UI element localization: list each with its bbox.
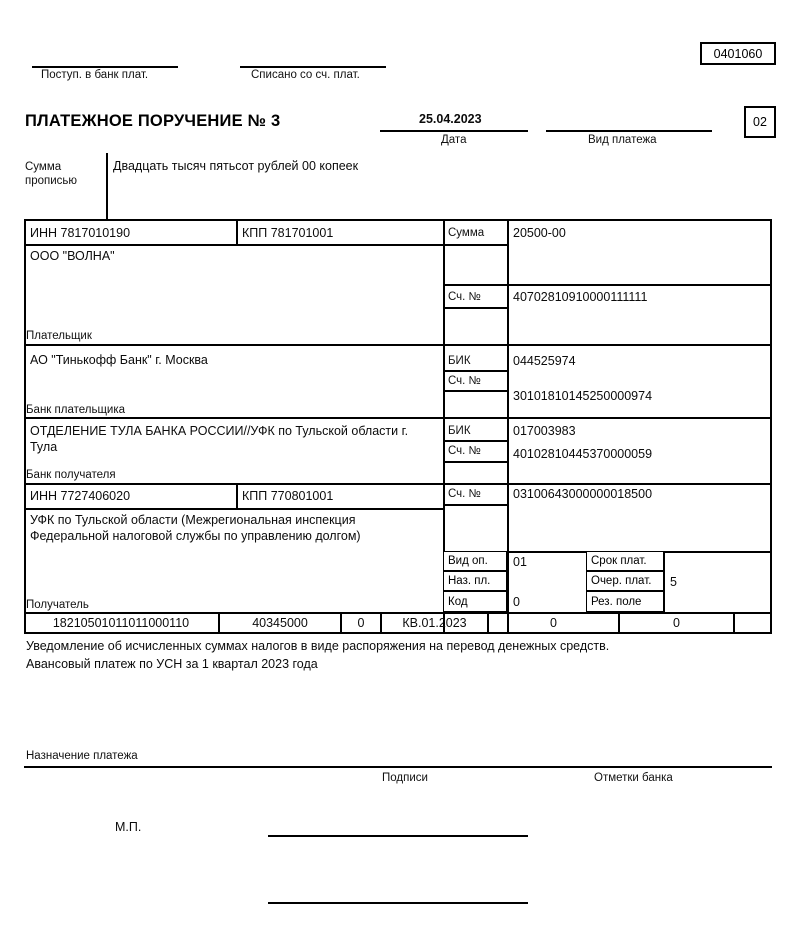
payer-amount-label-bottom <box>443 244 509 246</box>
bank-marks-label: Отметки банка <box>594 772 673 784</box>
budget-kbk-value: 18210501011011000110 <box>52 615 190 630</box>
page-title: ПЛАТЕЖНОЕ ПОРУЧЕНИЕ № 3 <box>25 112 281 130</box>
payer-account-label: Сч. № <box>448 291 481 303</box>
budget-payment-type-value <box>735 614 772 632</box>
form-code-value: 0401060 <box>713 46 763 61</box>
amount-words-value: Двадцать тысяч пятьсот рублей 00 копеек <box>113 159 359 173</box>
budget-doc-date-value: 0 <box>673 615 680 630</box>
signature-line-2 <box>268 902 528 904</box>
stamp-label: М.П. <box>115 820 142 834</box>
payer-amount-value: 20500-00 <box>513 226 566 240</box>
payer-bank-bik-label-bottom <box>443 370 509 372</box>
payee-label: Получатель <box>26 599 89 611</box>
date-underline <box>380 130 528 132</box>
budget-row-bottom <box>24 632 772 634</box>
payee-name-line2: Федеральной налоговой службы по управлению долгом) <box>30 529 361 543</box>
srok-plat-label: Срок плат. <box>591 555 647 567</box>
budget-osnovanie-value: 0 <box>357 615 365 630</box>
payer-inn-kpp-divider <box>236 219 238 245</box>
rez-pole-label-cell <box>586 591 664 612</box>
kod-label: Код <box>448 595 468 608</box>
budget-period-value: КВ.01.2023 <box>402 615 467 630</box>
amount-words-divider <box>106 153 108 219</box>
purpose-bottom-border <box>24 766 772 768</box>
payee-account-label: Сч. № <box>448 488 481 500</box>
payer-account-row-top <box>443 284 772 286</box>
payer-bank-bik-label: БИК <box>448 355 471 367</box>
table-right-border <box>770 219 772 632</box>
table-left-border <box>24 219 26 632</box>
payee-bank-name-line1: ОТДЕЛЕНИЕ ТУЛА БАНКА РОССИИ//УФК по Тульской области г. <box>30 424 409 438</box>
payment-kind-code-box <box>744 106 776 138</box>
payer-block-bottom <box>24 344 443 346</box>
kod-value: 0 <box>513 595 520 609</box>
purpose-line1: Уведомление об исчисленных суммах налогов в виде распоряжения на перевод денежных средств. <box>26 639 610 653</box>
payee-account-value: 03100643000000018500 <box>513 487 653 501</box>
payer-bank-account-value: 30101810145250000974 <box>513 389 653 403</box>
srok-plat-label-cell <box>586 551 664 571</box>
payee-kpp-value: КПП 770801001 <box>242 489 334 503</box>
purpose-label: Назначение платежа <box>26 750 138 762</box>
table-top-border <box>24 219 772 221</box>
amount-words-label-line2: прописью <box>25 175 78 187</box>
payee-bank-bik-value: 017003983 <box>513 424 576 438</box>
document-date-value: 25.04.2023 <box>419 112 482 126</box>
payer-name-value: ООО "ВОЛНА" <box>30 249 115 263</box>
naz-pl-label: Наз. пл. <box>448 575 491 587</box>
payer-account-value: 40702810910000111111 <box>513 290 648 304</box>
payee-inn-row-bottom <box>24 508 443 510</box>
right-values-left-border <box>507 219 509 632</box>
ocher-plat-value: 5 <box>670 575 677 589</box>
payer-kpp-value: КПП 781701001 <box>242 226 334 240</box>
vid-op-label: Вид оп. <box>448 555 488 567</box>
payee-bank-account-value: 40102810445370000059 <box>513 447 653 461</box>
right-grid-mid-divider <box>664 551 665 612</box>
budget-oktmo-value: 40345000 <box>252 615 308 630</box>
signature-line-1 <box>268 835 528 837</box>
payer-account-label-bottom <box>443 307 509 309</box>
payment-kind-underline <box>546 130 712 132</box>
payer-bank-account-label: Сч. № <box>448 375 481 387</box>
payer-inn-row-bottom <box>24 244 443 246</box>
rez-pole-label: Рез. поле <box>591 595 642 608</box>
ocher-plat-label: Очер. плат. <box>591 575 652 587</box>
purpose-line2: Авансовый платеж по УСН за 1 квартал 2023 года <box>26 657 318 671</box>
amount-words-label-line1: Сумма <box>25 161 62 173</box>
payer-amount-label: Сумма <box>448 227 485 239</box>
payee-bank-bik-label: БИК <box>448 425 471 437</box>
payee-bank-account-label-bottom <box>443 461 509 463</box>
ocher-plat-label-cell <box>586 571 664 591</box>
payment-kind-code-value: 02 <box>753 115 767 129</box>
vid-op-value: 01 <box>513 555 527 569</box>
payee-name-line1: УФК по Тульской области (Межрегиональная инспекция <box>30 513 356 527</box>
payee-bank-label: Банк получателя <box>26 469 116 481</box>
payer-bank-block-bottom <box>24 417 772 419</box>
payee-bank-account-label: Сч. № <box>448 445 481 457</box>
payer-bank-bik-value: 044525974 <box>513 354 576 368</box>
payee-account-label-bottom <box>443 504 509 506</box>
budget-doc-number-value: 0 <box>550 615 557 630</box>
date-label: Дата <box>441 134 467 146</box>
payer-bank-label: Банк плательщика <box>26 404 126 416</box>
payee-bank-name-line2: Тула <box>30 440 58 454</box>
kod-label-cell <box>443 591 507 612</box>
written-off-label: Списано со сч. плат. <box>251 69 360 81</box>
payee-bank-bik-label-bottom <box>443 440 509 442</box>
payer-bank-name: АО "Тинькофф Банк" г. Москва <box>30 353 208 367</box>
vid-op-label-cell <box>443 551 507 571</box>
payee-inn-value: ИНН 7727406020 <box>30 489 131 503</box>
signatures-label: Подписи <box>382 772 428 784</box>
naz-pl-label-cell <box>443 571 507 591</box>
form-code-box <box>700 42 776 65</box>
payee-inn-kpp-divider <box>236 483 238 509</box>
received-in-bank-label: Поступ. в банк плат. <box>41 69 149 81</box>
payment-kind-label: Вид платежа <box>588 134 657 146</box>
payer-bank-account-label-bottom <box>443 390 509 392</box>
payee-bank-block-bottom <box>24 483 772 485</box>
payer-inn-value: ИНН 7817010190 <box>30 226 131 240</box>
payer-label: Плательщик <box>26 330 92 342</box>
payer-bank-bik-row-top <box>443 344 772 346</box>
